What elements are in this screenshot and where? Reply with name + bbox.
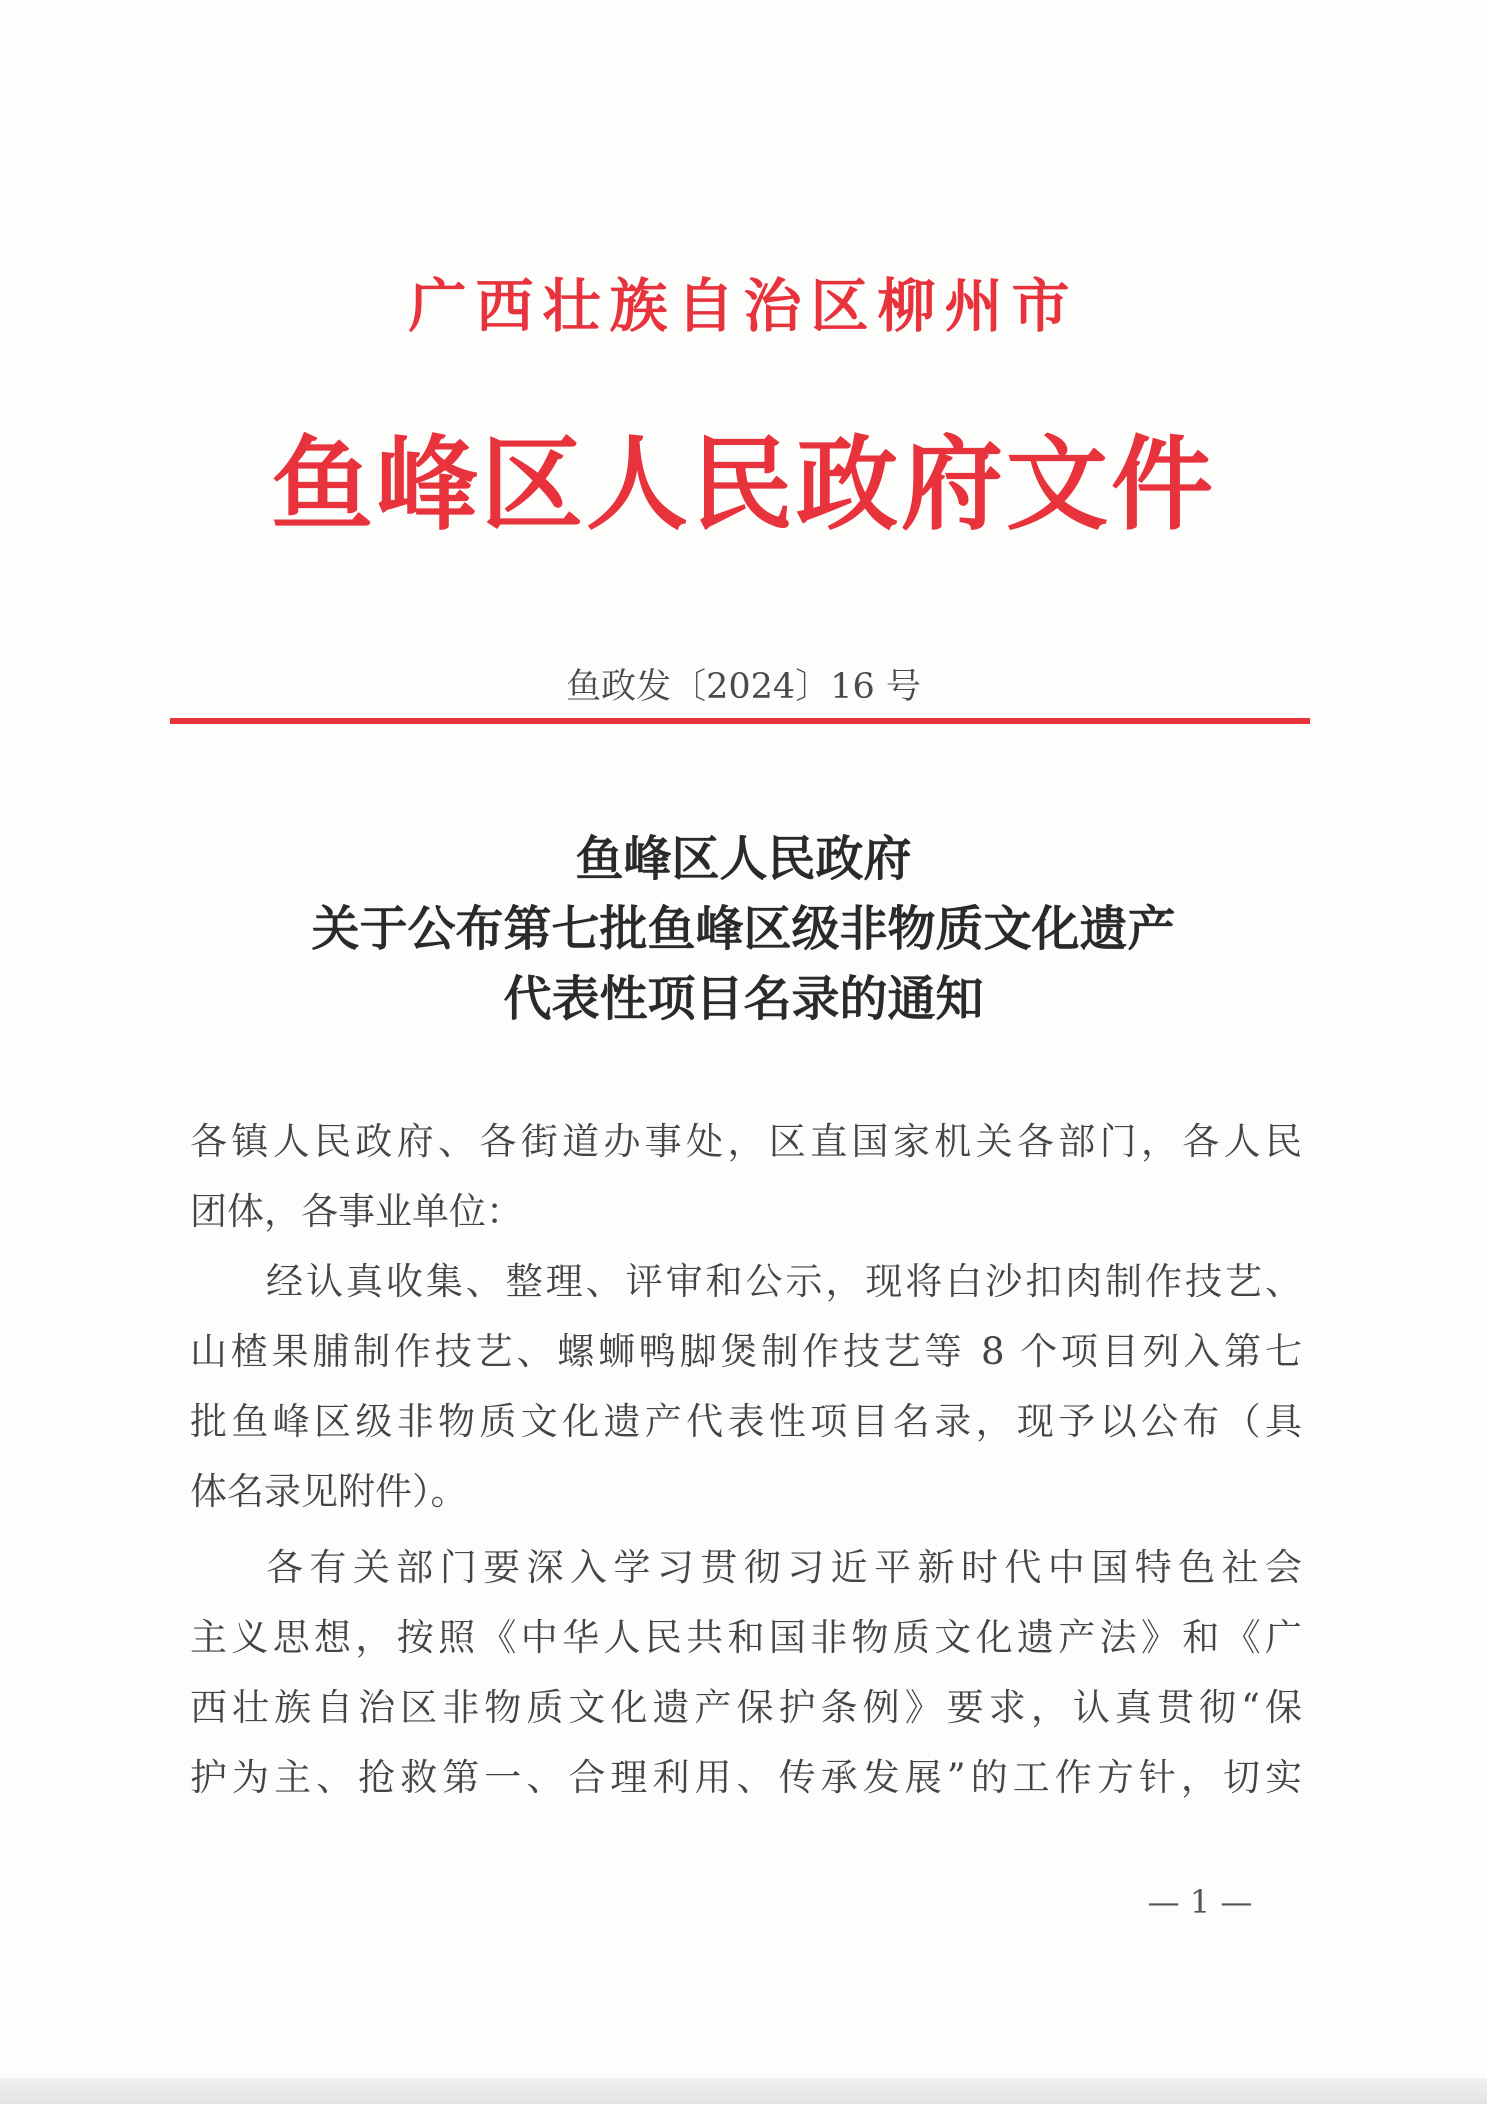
issuing-authority-header: 鱼峰区人民政府文件 bbox=[271, 425, 1216, 545]
body-line: 经认真收集、整理、评审和公示，现将白沙扣肉制作技艺、 bbox=[266, 1260, 1302, 1303]
document-number: 鱼政发〔2024〕16 号 bbox=[566, 667, 921, 707]
body-line: 团体，各事业单位： bbox=[190, 1190, 523, 1233]
page-number: — 1 — bbox=[1147, 1883, 1253, 1921]
body-line: 批鱼峰区级非物质文化遗产代表性项目名录，现予以公布（具 bbox=[190, 1400, 1302, 1443]
body-line: 护为主、抢救第一、合理利用、传承发展”的工作方针，切实 bbox=[190, 1756, 1302, 1799]
issuing-region-header: 广西壮族自治区柳州市 bbox=[408, 272, 1079, 340]
notice-title-line-1: 鱼峰区人民政府 bbox=[575, 831, 912, 887]
page-edge bbox=[0, 2078, 1487, 2104]
body-line: 各有关部门要深入学习贯彻习近平新时代中国特色社会 bbox=[266, 1546, 1302, 1589]
notice-title-line-2: 关于公布第七批鱼峰区级非物质文化遗产 bbox=[311, 901, 1176, 957]
body-line: 山楂果脯制作技艺、螺蛳鸭脚煲制作技艺等 8 个项目列入第七 bbox=[190, 1330, 1302, 1373]
notice-title-line-3: 代表性项目名录的通知 bbox=[503, 971, 984, 1027]
body-line: 各镇人民政府、各街道办事处，区直国家机关各部门，各人民 bbox=[190, 1120, 1302, 1163]
body-line: 西壮族自治区非物质文化遗产保护条例》要求，认真贯彻“保 bbox=[190, 1686, 1302, 1729]
body-line: 体名录见附件）。 bbox=[190, 1470, 468, 1513]
red-separator-line bbox=[170, 718, 1310, 724]
body-line: 主义思想，按照《中华人民共和国非物质文化遗产法》和《广 bbox=[190, 1616, 1302, 1659]
